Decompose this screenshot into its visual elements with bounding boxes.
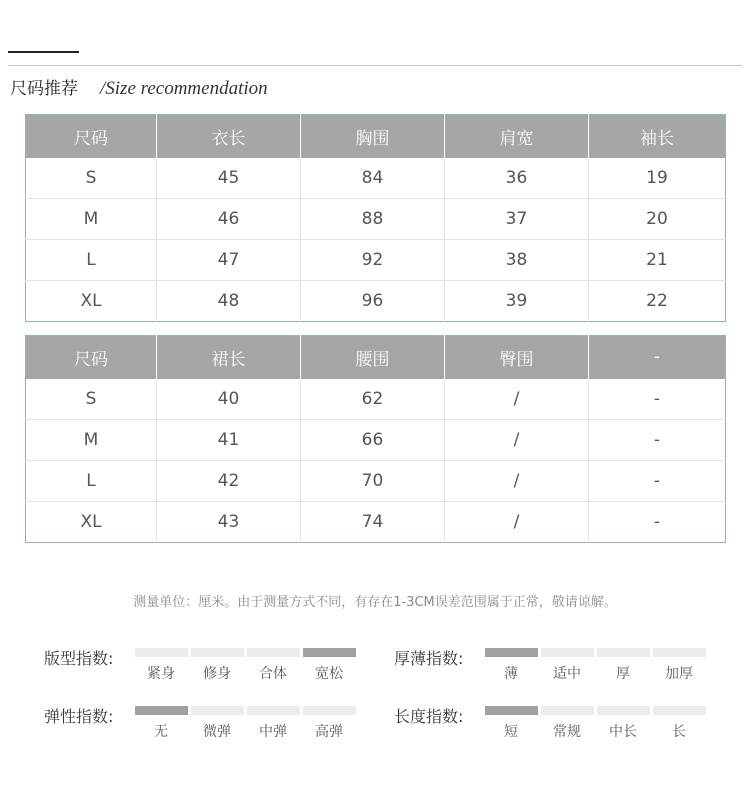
table-cell: - (589, 502, 726, 543)
index-option-label: 短 (504, 724, 518, 740)
table-row (26, 379, 726, 420)
table-cell: 19 (646, 167, 668, 188)
index-option (539, 648, 595, 683)
table-cell: S (26, 158, 157, 199)
table-cell: XL (26, 502, 157, 543)
index-bar (653, 706, 706, 715)
table-cell: 40 (157, 379, 301, 420)
header-cell-length: 衣长 (157, 115, 301, 158)
index-option (483, 706, 539, 741)
table-cell: 46 (157, 199, 301, 240)
index-option-label: 常规 (553, 724, 581, 740)
index-option (539, 706, 595, 741)
table-row (26, 420, 726, 461)
table-cell: 37 (445, 199, 589, 240)
header-accent-line (8, 51, 79, 53)
table-cell: / (445, 502, 589, 543)
index-option-label: 厚 (616, 666, 630, 682)
section-title-cn: 尺码推荐 (10, 79, 78, 99)
index-option-label: 高弹 (315, 724, 343, 740)
header-cell-sleeve: 袖长 (589, 115, 726, 158)
table-row (26, 502, 726, 543)
index-bar (653, 648, 706, 657)
index-option (651, 706, 707, 741)
thickness-index-label: 厚薄指数: (394, 649, 464, 668)
table-cell: 84 (301, 158, 445, 199)
table-row (26, 281, 726, 322)
length-index-label: 长度指数: (394, 707, 464, 726)
index-bar (485, 706, 538, 715)
index-option (133, 706, 189, 741)
table-cell: 74 (301, 502, 445, 543)
table-cell: 41 (157, 420, 301, 461)
index-option-label: 宽松 (315, 666, 343, 682)
table-cell: XL (26, 281, 157, 322)
table-cell: 48 (157, 281, 301, 322)
header-cell-empty: - (589, 336, 726, 379)
index-option (245, 648, 301, 683)
index-bar (303, 706, 356, 715)
table-cell: L (26, 461, 157, 502)
table-cell: - (589, 461, 726, 502)
table-row (26, 158, 726, 199)
table-cell: 70 (301, 461, 445, 502)
index-option (651, 648, 707, 683)
table-cell: / (445, 379, 589, 420)
header-cell-skirt-length: 裙长 (157, 336, 301, 379)
table-cell: 88 (301, 199, 445, 240)
table-header-row (26, 336, 726, 379)
index-bar (541, 648, 594, 657)
index-option (483, 648, 539, 683)
table-row (26, 461, 726, 502)
index-option-label: 薄 (504, 666, 518, 682)
table-cell: / (445, 420, 589, 461)
index-option (595, 648, 651, 683)
table-cell: 38 (445, 240, 589, 281)
header-divider (8, 65, 742, 66)
index-bar (191, 648, 244, 657)
table-cell: 45 (157, 158, 301, 199)
index-option-label: 中弹 (259, 724, 287, 740)
table-cell: 36 (445, 158, 589, 199)
table-cell: 22 (589, 281, 726, 322)
index-option (301, 706, 357, 741)
table-cell: - (589, 420, 726, 461)
index-bar (135, 648, 188, 657)
section-title (10, 74, 268, 98)
table-cell: 39 (445, 281, 589, 322)
thickness-index-scale (483, 648, 707, 683)
index-bar (247, 706, 300, 715)
section-title-en: /Size recommendation (100, 78, 268, 99)
table-cell: - (653, 388, 661, 409)
table-row (26, 240, 726, 281)
index-option (595, 706, 651, 741)
table-cell: 66 (301, 420, 445, 461)
index-bar (597, 706, 650, 715)
index-option-label: 修身 (203, 666, 231, 682)
index-bar (485, 648, 538, 657)
index-bar (247, 648, 300, 657)
index-bar (191, 706, 244, 715)
table-header-row (26, 115, 726, 158)
index-option-label: 加厚 (665, 666, 693, 682)
top-size-table (25, 114, 726, 322)
table-cell: 43 (157, 502, 301, 543)
table-cell: 62 (301, 379, 445, 420)
header-cell-size: 尺码 (26, 115, 157, 158)
index-option-label: 紧身 (147, 666, 175, 682)
header-cell-bust: 胸围 (301, 115, 445, 158)
elasticity-index-scale (133, 706, 357, 741)
length-index-scale (483, 706, 707, 741)
table-cell: 92 (301, 240, 445, 281)
index-option-label: 适中 (553, 666, 581, 682)
index-option (301, 648, 357, 683)
header-cell-shoulder: 肩宽 (445, 115, 589, 158)
index-option (245, 706, 301, 741)
index-option-label: 微弹 (203, 724, 231, 740)
header-cell-hip: 臀围 (445, 336, 589, 379)
header-cell-size: 尺码 (26, 336, 157, 379)
table-cell: 42 (157, 461, 301, 502)
table-cell: M (26, 199, 157, 240)
index-option-label: 合体 (259, 666, 287, 682)
index-option (189, 648, 245, 683)
header-cell-waist: 腰围 (301, 336, 445, 379)
index-bar (541, 706, 594, 715)
measurement-note: 测量单位：厘米。由于测量方式不同，有存在1-3CM误差范围属于正常，敬请谅解。 (133, 595, 617, 610)
fit-index-scale (133, 648, 357, 683)
index-option (133, 648, 189, 683)
index-bar (135, 706, 188, 715)
index-bar (303, 648, 356, 657)
table-row (26, 199, 726, 240)
bottom-size-table (25, 335, 726, 543)
index-option (189, 706, 245, 741)
index-option-label: 长 (672, 724, 686, 740)
table-cell: S (26, 379, 157, 420)
table-cell: 20 (589, 199, 726, 240)
table-cell: M (26, 420, 157, 461)
table-cell: / (445, 461, 589, 502)
table-cell: L (26, 240, 157, 281)
index-bar (597, 648, 650, 657)
table-cell: 21 (589, 240, 726, 281)
fit-index-label: 版型指数: (44, 649, 114, 668)
table-cell: 47 (157, 240, 301, 281)
elasticity-index-label: 弹性指数: (44, 707, 114, 726)
index-option-label: 中长 (609, 724, 637, 740)
table-cell: 96 (301, 281, 445, 322)
index-option-label: 无 (154, 724, 168, 740)
